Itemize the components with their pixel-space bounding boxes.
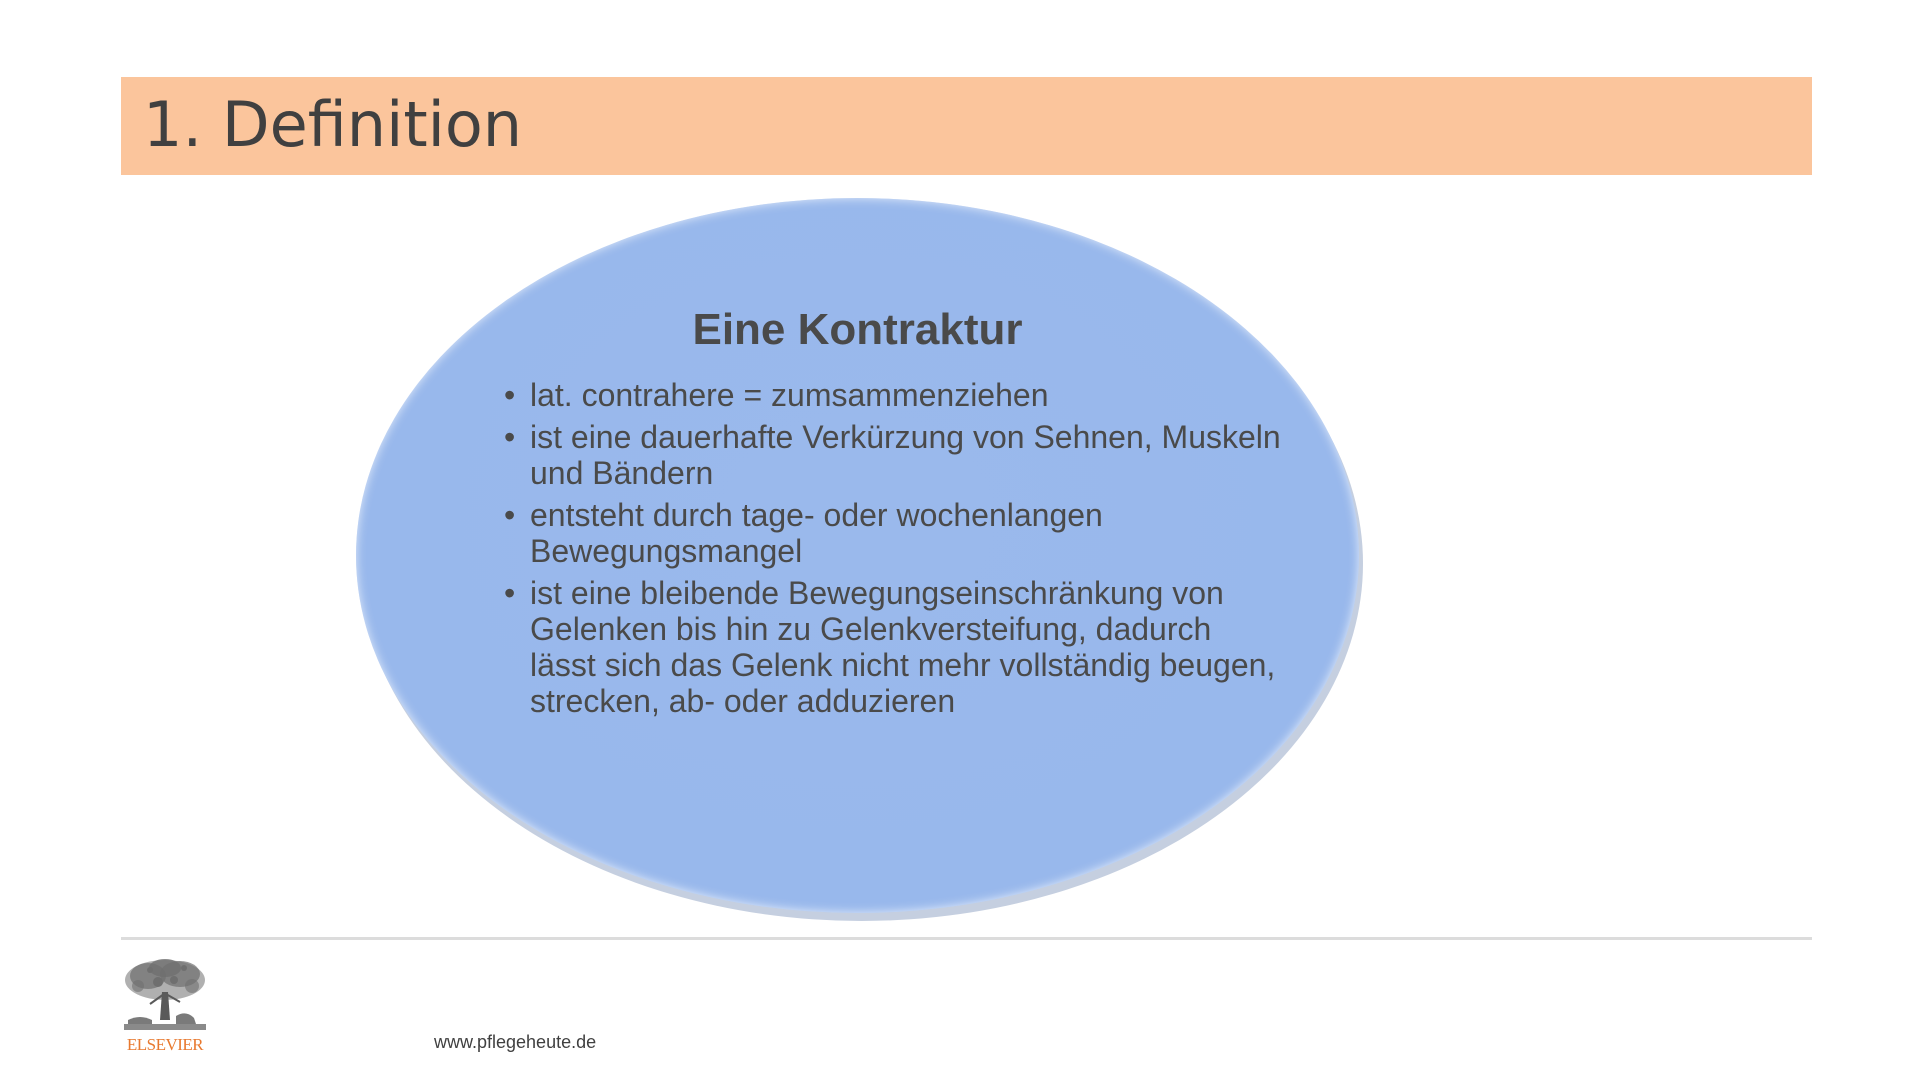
bullet-item: • ist eine bleibende Bewegungseinschränkung von Gelenken bis hin zu Gelenkversteifung, dadurch lässt sich das Gelenk nicht mehr vollständig beugen, strecken, ab- oder adduzieren [504, 575, 1284, 719]
elsevier-wordmark: ELSEVIER [126, 1035, 204, 1054]
bullet-item: • entsteht durch tage- oder wochenlangen Bewegungsmangel [504, 497, 1284, 569]
title-bar [121, 77, 1812, 175]
elsevier-tree-logo-icon [120, 958, 210, 1034]
ellipse-heading: Eine Kontraktur [692, 305, 1023, 354]
elsevier-logo [120, 958, 210, 1054]
definition-bullet-list [504, 377, 1284, 725]
bullet-item: • ist eine dauerhafte Verkürzung von Sehnen, Muskeln und Bändern [504, 419, 1284, 491]
slide-title: 1. Definition [143, 88, 523, 161]
footer-divider [121, 937, 1812, 940]
bullet-item: • lat. contrahere = zumsammenziehen [504, 377, 1284, 413]
footer-url: www.pflegeheute.de [434, 1032, 597, 1052]
